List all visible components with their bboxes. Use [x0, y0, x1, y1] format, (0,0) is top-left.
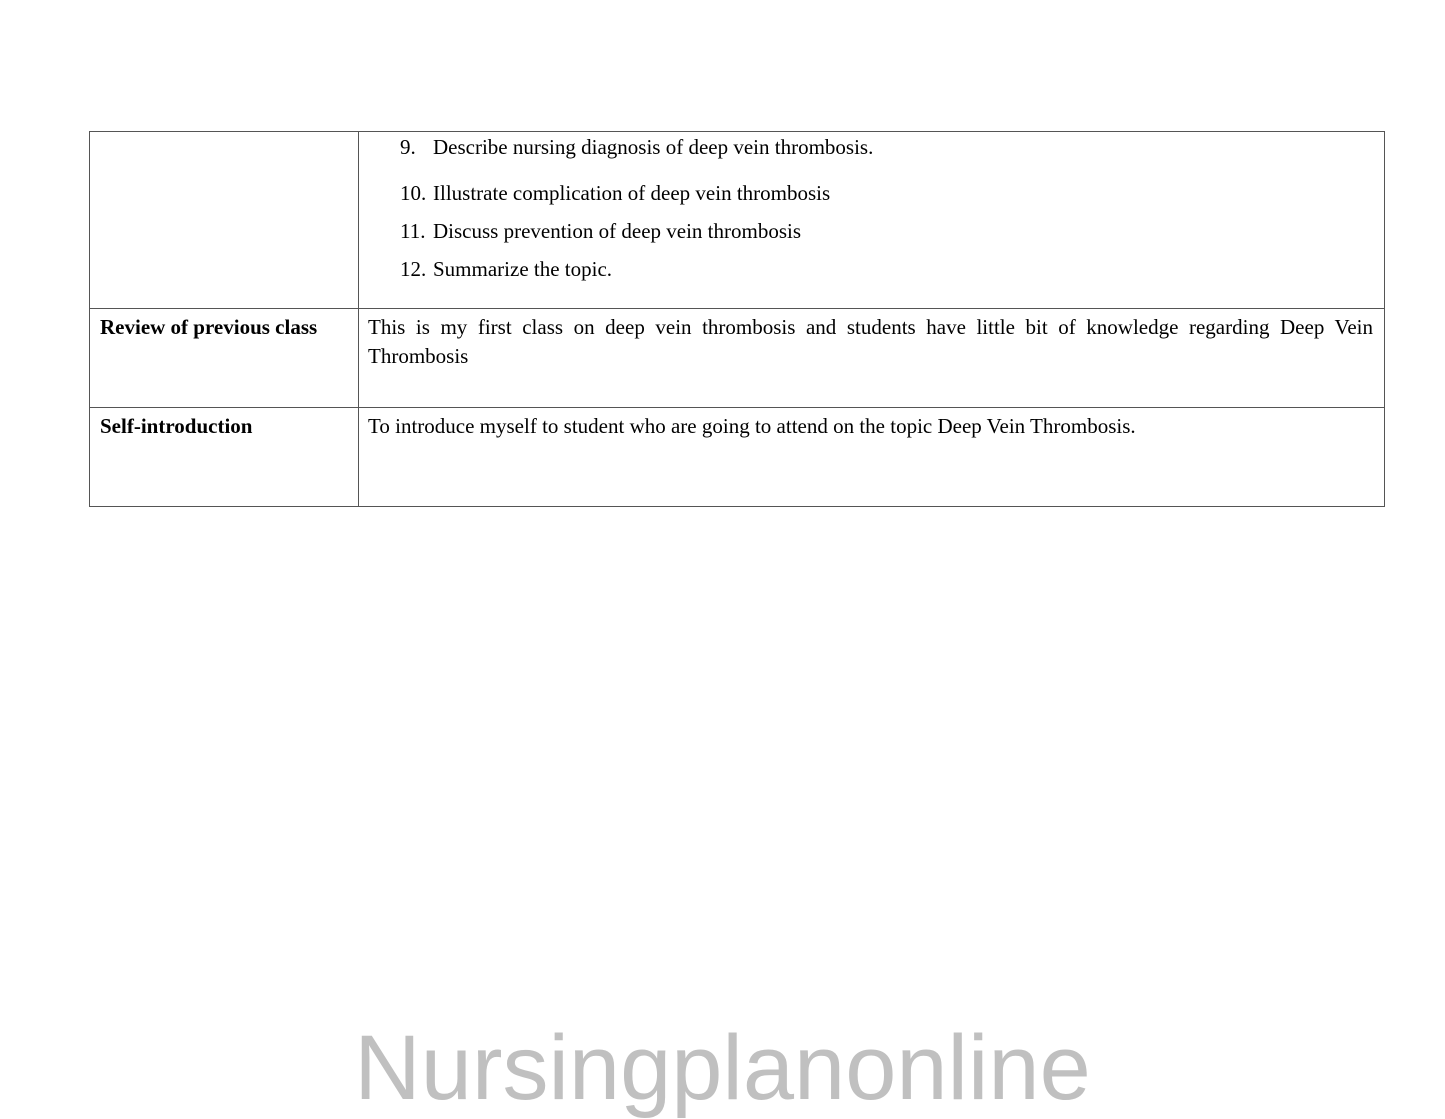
table-row-self-introduction: [90, 408, 1385, 507]
item-text: Illustrate complication of deep vein thrombosis: [433, 181, 831, 205]
item-text: Discuss prevention of deep vein thrombosis: [433, 219, 802, 243]
item-text: Describe nursing diagnosis of deep vein thrombosis.: [433, 135, 874, 159]
table-row-objectives: [90, 132, 1385, 309]
objectives-content-cell: [359, 132, 1385, 309]
review-label: Review of previous class: [90, 309, 359, 408]
item-number: 10.: [400, 181, 427, 205]
item-number: 9.: [400, 135, 416, 159]
item-text: Summarize the topic.: [433, 257, 613, 281]
table-row-review: [90, 309, 1385, 408]
list-item: [400, 212, 1373, 250]
list-item: [400, 136, 1373, 158]
objectives-list: [368, 136, 1373, 288]
self-introduction-text: To introduce myself to student who are going to attend on the topic Deep Vein Thrombosis.: [359, 408, 1385, 507]
lesson-plan-table: [89, 131, 1385, 507]
list-item: [400, 174, 1373, 212]
self-introduction-label: Self-introduction: [90, 408, 359, 507]
item-number: 12.: [400, 257, 427, 281]
watermark: Nursingplanonline: [354, 1017, 1091, 1119]
item-number: 11.: [400, 219, 426, 243]
review-text: This is my first class on deep vein thrombosis and students have little bit of knowledge regarding Deep Vein Thrombosis: [359, 309, 1385, 408]
objectives-label-cell: [90, 132, 359, 309]
list-item: [400, 250, 1373, 288]
